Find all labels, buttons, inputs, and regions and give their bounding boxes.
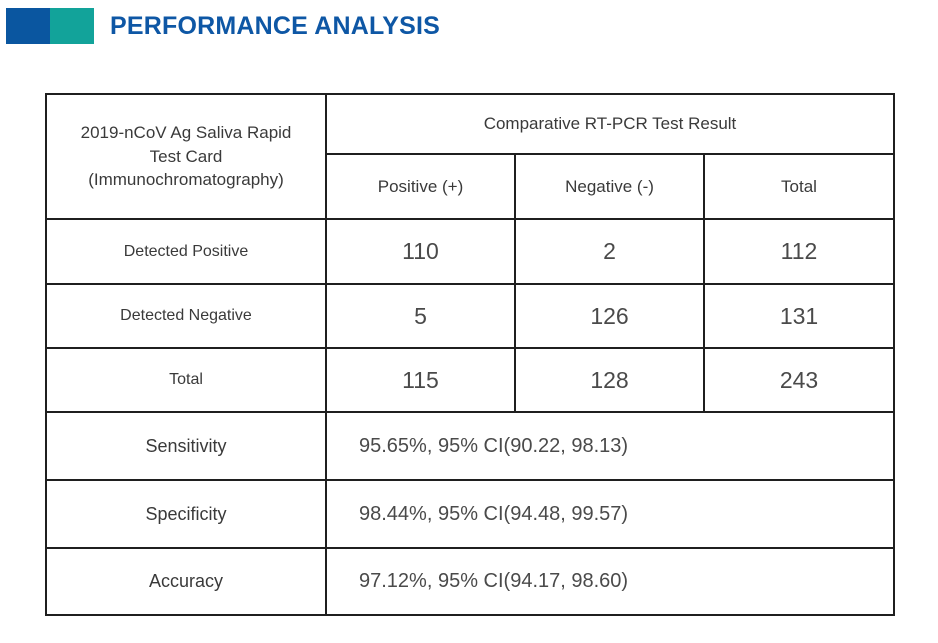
- stat-value-sensitivity: 95.65%, 95% CI(90.22, 98.13): [326, 412, 894, 480]
- cell-value: 2: [515, 219, 704, 284]
- table-row: [46, 348, 894, 412]
- group-header-cell: Comparative RT-PCR Test Result: [326, 94, 894, 154]
- corner-header-label: 2019-nCoV Ag Saliva Rapid Test Card (Immunochromatography): [80, 122, 292, 190]
- col-header-negative: Negative (-): [515, 154, 704, 219]
- cell-value: 128: [515, 348, 704, 412]
- cell-value: 243: [704, 348, 894, 412]
- cell-value: 131: [704, 284, 894, 348]
- cell-value: 5: [326, 284, 515, 348]
- row-label-detected-positive: Detected Positive: [46, 219, 326, 284]
- performance-table: [45, 93, 895, 616]
- cell-value: 110: [326, 219, 515, 284]
- corner-header-cell: [46, 94, 326, 219]
- table-row: [46, 480, 894, 548]
- page-header: [6, 8, 440, 44]
- stat-value-accuracy: 97.12%, 95% CI(94.17, 98.60): [326, 548, 894, 615]
- stat-label-sensitivity: Sensitivity: [46, 412, 326, 480]
- table-row: [46, 284, 894, 348]
- accent-square-blue-icon: [6, 8, 50, 44]
- cell-value: 112: [704, 219, 894, 284]
- table-row: [46, 94, 894, 154]
- row-label-total: Total: [46, 348, 326, 412]
- col-header-total: Total: [704, 154, 894, 219]
- table-row: [46, 412, 894, 480]
- page-title: PERFORMANCE ANALYSIS: [110, 11, 440, 40]
- stat-value-specificity: 98.44%, 95% CI(94.48, 99.57): [326, 480, 894, 548]
- cell-value: 115: [326, 348, 515, 412]
- row-label-detected-negative: Detected Negative: [46, 284, 326, 348]
- table-row: [46, 219, 894, 284]
- stat-label-accuracy: Accuracy: [46, 548, 326, 615]
- col-header-positive: Positive (+): [326, 154, 515, 219]
- accent-square-teal-icon: [50, 8, 94, 44]
- cell-value: 126: [515, 284, 704, 348]
- table-row: [46, 548, 894, 615]
- stat-label-specificity: Specificity: [46, 480, 326, 548]
